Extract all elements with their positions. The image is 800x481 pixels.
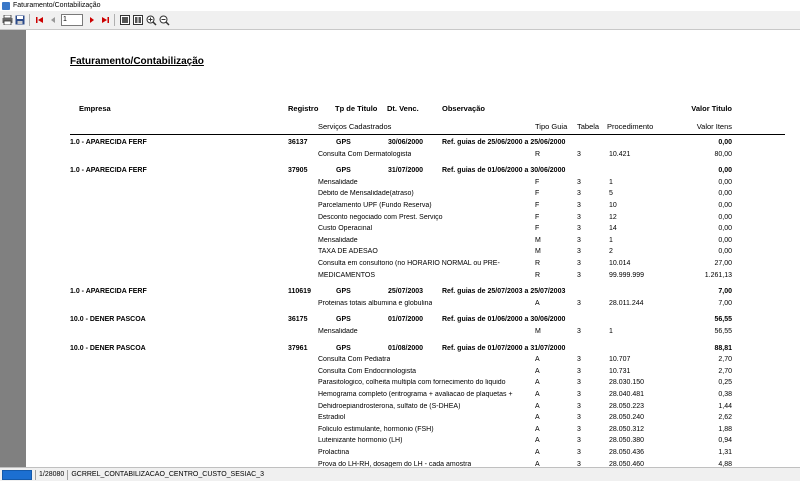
item-tipo-guia: A [535,391,540,398]
group-valor-titulo: 0,00 [718,167,732,175]
item-tipo-guia: R [535,150,541,158]
item-procedimento: 28.050.223 [609,402,645,410]
toolbar [0,11,800,30]
group-valor-titulo: 0,00 [718,139,732,146]
group-observacao: Ref. guias de 01/06/2000 a 30/06/2000 [442,167,566,175]
item-tabela: 3 [577,437,581,445]
header-tp-titulo: Tp de Titulo [335,104,378,113]
item-tipo-guia: A [535,402,540,410]
item-tipo-guia: A [535,299,540,307]
page-number-input[interactable]: 1 [61,14,83,26]
first-page-icon[interactable] [34,14,46,26]
item-procedimento: 99.999.999 [609,271,645,279]
item-procedimento: 28.050.436 [609,449,645,456]
item-valor: 1,31 [718,449,732,456]
header-tipo-guia: Tipo Guia [535,122,568,131]
item-valor: 1,88 [718,425,732,433]
item-tipo-guia: M [535,236,541,244]
save-icon[interactable] [14,14,26,26]
item-valor: 0,00 [718,190,732,198]
previous-page-icon[interactable] [47,14,59,26]
item-tabela: 3 [577,299,581,307]
group-empresa: 10.0 - DENER PASCOA [70,344,146,352]
page-info: 1/28080 [39,471,65,478]
item-tipo-guia: F [535,213,540,221]
item-valor: 7,00 [718,299,732,307]
header-servicos: Serviços Cadastrados [318,122,392,131]
item-tabela: 3 [577,367,581,375]
group-vencimento: 31/07/2000 [388,167,424,175]
next-page-icon[interactable] [86,14,98,26]
item-procedimento: 1 [609,328,613,335]
header-divider [70,134,785,135]
group-registro: 36175 [288,316,308,324]
group-empresa: 1.0 - APARECIDA FERF [70,288,147,296]
item-servico: Mensalidade [318,178,358,186]
item-tabela: 3 [577,379,581,387]
item-servico: Proteinas totais albumina e globulina [318,299,433,307]
toolbar-separator [29,14,30,26]
progress-indicator [2,470,32,480]
group-vencimento: 01/08/2000 [388,344,424,352]
group-registro: 110619 [288,288,311,296]
item-servico: Estradiol [318,414,346,422]
item-tipo-guia: R [535,271,541,279]
zoom-out-icon[interactable] [158,14,170,26]
single-page-icon[interactable] [119,14,131,26]
group-tipo-titulo: GPS [336,167,351,175]
window-titlebar [0,0,800,11]
group-tipo-titulo: GPS [336,139,351,146]
item-valor: 56,55 [714,328,732,335]
item-valor: 1,44 [718,402,732,410]
item-tipo-guia: A [535,367,540,375]
item-tabela: 3 [577,460,581,467]
item-servico: Custo Operacinal [318,225,373,233]
item-tabela: 3 [577,213,581,221]
item-procedimento: 10.707 [609,356,631,364]
item-tipo-guia: A [535,356,540,364]
item-valor: 1.261,13 [704,271,732,279]
group-valor-titulo: 7,00 [718,288,732,296]
group-valor-titulo: 88,81 [714,344,732,352]
item-tipo-guia: A [535,414,540,422]
item-servico: Foliculo estimulante, hormonio (FSH) [318,425,434,433]
report-title: Faturamento/Contabilização [70,56,204,67]
item-tipo-guia: F [535,178,540,186]
item-tabela: 3 [577,271,581,279]
item-tabela: 3 [577,150,581,158]
item-procedimento: 5 [609,190,613,198]
item-servico: Prova do LH-RH, dosagem do LH - cada amostra [318,460,472,467]
group-vencimento: 25/07/2003 [388,288,424,296]
item-valor: 0,00 [718,213,732,221]
item-servico: Consulta Com Pediatra [318,356,391,364]
item-servico: Parcelamento UPF (Fundo Reserva) [318,202,432,209]
item-tabela: 3 [577,414,581,422]
item-valor: 0,00 [718,248,732,256]
item-servico: Dehidroepiandrosterona, sulfato de (S-DHEA) [318,402,461,410]
app-icon [2,2,10,10]
item-procedimento: 1 [609,178,613,186]
item-valor: 0,00 [718,225,732,233]
header-procedimento: Procedimento [607,122,654,131]
item-valor: 0,38 [718,391,732,398]
item-valor: 0,00 [718,202,732,209]
item-valor: 2,70 [718,367,732,375]
statusbar [0,467,800,481]
toolbar-separator [114,14,115,26]
item-servico: MEDICAMENTOS [318,271,376,279]
item-procedimento: 10.731 [609,367,631,375]
item-valor: 80,00 [714,150,732,158]
item-servico: Consulta Com Dermatologista [318,150,412,158]
group-vencimento: 01/07/2000 [388,316,424,324]
viewer-margin [0,30,26,467]
header-empresa: Empresa [79,104,111,113]
item-procedimento: 28.040.481 [609,391,645,398]
item-tipo-guia: F [535,190,540,198]
item-valor: 4,88 [718,460,732,467]
header-valor-itens: Valor Itens [696,122,732,131]
item-procedimento: 28.030.150 [609,379,645,387]
group-valor-titulo: 56,55 [714,316,732,324]
item-tabela: 3 [577,202,581,209]
item-procedimento: 14 [609,225,617,233]
item-servico: Débito de Mensalidade(atraso) [318,190,414,198]
item-tipo-guia: M [535,248,541,256]
item-tipo-guia: A [535,460,540,467]
item-tabela: 3 [577,248,581,256]
item-valor: 27,00 [714,260,732,267]
item-servico: Hemograma completo (eritrograma + avaliacao de plaquetas + [318,391,513,398]
item-procedimento: 28.050.380 [609,437,645,445]
header-dt-venc: Dt. Venc. [387,104,419,113]
item-procedimento: 12 [609,213,617,221]
item-valor: 0,00 [718,178,732,186]
item-servico: Prolactina [318,449,350,456]
item-tipo-guia: R [535,260,541,267]
item-procedimento: 28.050.240 [609,414,645,422]
item-tabela: 3 [577,178,581,186]
status-separator [67,470,68,480]
item-procedimento: 10.421 [609,150,631,158]
print-icon[interactable] [1,14,13,26]
group-tipo-titulo: GPS [336,316,351,324]
item-tabela: 3 [577,425,581,433]
item-valor: 0,25 [718,379,732,387]
item-servico: Consulta em consultorio (no HORARIO NORMAL ou PRE- [318,260,500,267]
item-valor: 0,00 [718,236,732,244]
header-observacao: Observação [442,104,485,113]
report-name: GCRREL_CONTABILIZACAO_CENTRO_CUSTO_SESIAC_3 [71,471,264,478]
item-tabela: 3 [577,225,581,233]
header-registro: Registro [288,104,319,113]
item-tipo-guia: F [535,225,540,233]
report-page [26,30,800,467]
item-servico: Parasitologico, colheita multipla com fornecimento do liquido [318,379,506,387]
item-tipo-guia: A [535,379,540,387]
item-servico: Desconto negociado com Prest. Serviço [318,213,443,221]
item-tipo-guia: F [535,202,540,209]
group-observacao: Ref. guias de 01/07/2000 a 31/07/2000 [442,344,566,352]
item-tipo-guia: A [535,437,540,445]
item-servico: Luteinizante hormonio (LH) [318,437,403,445]
item-tabela: 3 [577,391,581,398]
header-valor-titulo: Valor Titulo [691,104,732,113]
item-tabela: 3 [577,260,581,267]
item-valor: 2,62 [718,414,732,422]
group-registro: 36137 [288,139,308,146]
multi-page-icon[interactable] [132,14,144,26]
item-procedimento: 2 [609,248,613,256]
item-procedimento: 28.050.312 [609,425,645,433]
zoom-in-icon[interactable] [145,14,157,26]
group-vencimento: 30/06/2000 [388,139,424,146]
item-procedimento: 10 [609,202,617,209]
item-servico: TAXA DE ADESÃO [318,248,378,256]
group-empresa: 1.0 - APARECIDA FERF [70,139,147,146]
item-servico: Consulta Com Endocrinologista [318,367,417,375]
item-servico: Mensalidade [318,236,358,244]
group-observacao: Ref. guias de 25/06/2000 a 25/06/2000 [442,139,566,146]
item-tabela: 3 [577,449,581,456]
status-separator [35,470,36,480]
item-procedimento: 28.050.460 [609,460,645,467]
item-tipo-guia: A [535,449,540,456]
item-tabela: 3 [577,402,581,410]
item-servico: Mensalidade [318,328,358,335]
item-tabela: 3 [577,236,581,244]
item-tabela: 3 [577,328,581,335]
group-registro: 37905 [288,167,308,175]
group-empresa: 1.0 - APARECIDA FERF [70,167,147,175]
item-procedimento: 1 [609,236,613,244]
item-tipo-guia: M [535,328,541,335]
group-registro: 37961 [288,344,308,352]
window-title: Faturamento/Contabilização [13,2,101,9]
group-empresa: 10.0 - DENER PASCOA [70,316,146,324]
item-tabela: 3 [577,356,581,364]
header-tabela: Tabela [577,122,600,131]
group-tipo-titulo: GPS [336,344,351,352]
group-observacao: Ref. guias de 25/07/2003 a 25/07/2003 [442,288,566,296]
item-valor: 2,70 [718,356,732,364]
item-tipo-guia: A [535,425,540,433]
item-tabela: 3 [577,190,581,198]
item-procedimento: 10.014 [609,260,631,267]
group-observacao: Ref. guias de 01/06/2000 a 30/06/2000 [442,316,566,324]
item-procedimento: 28.011.244 [609,299,644,307]
group-tipo-titulo: GPS [336,288,351,296]
last-page-icon[interactable] [99,14,111,26]
item-valor: 0,94 [718,437,732,445]
